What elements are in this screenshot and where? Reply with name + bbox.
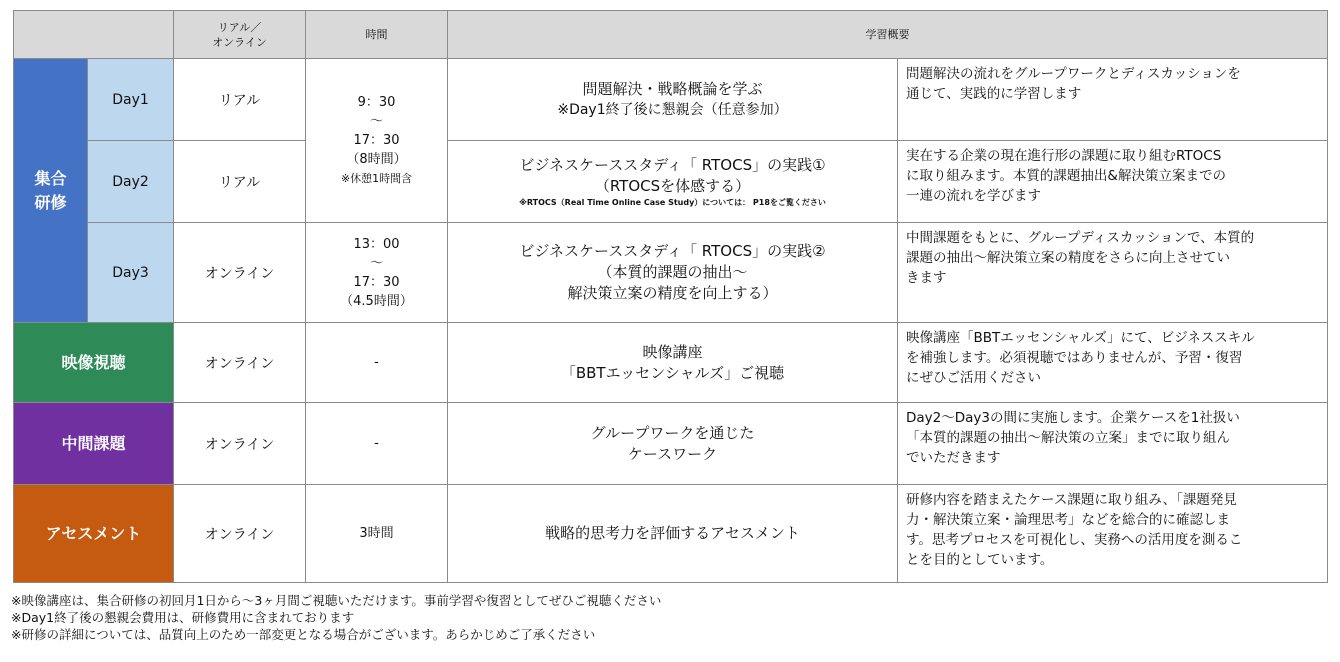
schedule-table — [13, 10, 1328, 583]
footnote: ※Day1終了後の懇親会費用は、研修費用に含まれております — [11, 610, 355, 625]
day-label: Day1 — [88, 59, 174, 141]
topic-cell: ビジネスケーススタディ「 RTOCS」の実践① （RTOCSを体感する） ※RTOCS（Real Time Online Case Study）については： P18をご覧ください — [448, 141, 898, 223]
table-row — [14, 403, 1328, 485]
description-cell: 問題解決の流れをグループワークとディスカッションを 通じて、実践的に学習します — [898, 59, 1328, 141]
mode-cell: オンライン — [174, 485, 306, 583]
time-cell: 3時間 — [306, 485, 448, 583]
footnotes — [11, 592, 1311, 643]
description-cell: 映像講座「BBTエッセンシャルズ」にて、ビジネススキル を補強します。必須視聴ではありませんが、予習・復習 にぜひご活用ください — [898, 323, 1328, 403]
rtocs-note: ※RTOCS（Real Time Online Case Study）については： P18をご覧ください — [519, 197, 826, 207]
header-overview: 学習概要 — [448, 11, 1328, 59]
topic-cell: グループワークを通じた ケースワーク — [448, 403, 898, 485]
mode-cell: リアル — [174, 59, 306, 141]
topic-cell: 映像講座 「BBTエッセンシャルズ」ご視聴 — [448, 323, 898, 403]
topic-cell: ビジネスケーススタディ「 RTOCS」の実践② （本質的課題の抽出～ 解決策立案の精度を向上する） — [448, 223, 898, 323]
description-cell: Day2～Day3の間に実施します。企業ケースを1社扱い 「本質的課題の抽出～解決策の立案」までに取り組ん でいただきます — [898, 403, 1328, 485]
category-assessment: アセスメント — [14, 485, 174, 583]
topic-cell: 問題解決・戦略概論を学ぶ ※Day1終了後に懇親会（任意参加） — [448, 59, 898, 141]
category-interim-task: 中間課題 — [14, 403, 174, 485]
description-cell: 実在する企業の現在進行形の課題に取り組むRTOCS に取り組みます。本質的課題抽出&解決策立案までの 一連の流れを学びます — [898, 141, 1328, 223]
description-cell: 中間課題をもとに、グループディスカッションで、本質的 課題の抽出～解決策立案の精度をさらに向上させてい きます — [898, 223, 1328, 323]
table-row — [14, 59, 1328, 141]
footnote: ※映像講座は、集合研修の初回月1日から～3ヶ月間ご視聴いただけます。事前学習や復習としてぜひご視聴ください — [11, 593, 662, 608]
mode-cell: リアル — [174, 141, 306, 223]
topic-cell: 戦略的思考力を評価するアセスメント — [448, 485, 898, 583]
mode-cell: オンライン — [174, 323, 306, 403]
header-row — [14, 11, 1328, 59]
category-video: 映像視聴 — [14, 323, 174, 403]
table-row — [14, 141, 1328, 223]
day-label: Day2 — [88, 141, 174, 223]
time-cell: - — [306, 403, 448, 485]
header-time: 時間 — [306, 11, 448, 59]
footnote: ※研修の詳細については、品質向上のため一部変更となる場合がございます。あらかじめご了承ください — [11, 627, 596, 642]
header-blank-cell — [14, 11, 174, 59]
day-label: Day3 — [88, 223, 174, 323]
time-cell-day1-day2: 9：30 ～ 17：30 （8時間） ※休憩1時間含 — [306, 59, 448, 223]
table-row — [14, 223, 1328, 323]
description-cell: 研修内容を踏まえたケース課題に取り組み、「課題発見 力・解決策立案・論理思考」などを総合的に確認しま す。思考プロセスを可視化し、実務への活用度を測るこ とを目的としています。 — [898, 485, 1328, 583]
header-mode: リアル／ オンライン — [174, 11, 306, 59]
mode-cell: オンライン — [174, 403, 306, 485]
time-cell-day3: 13：00 ～ 17：30 （4.5時間） — [306, 223, 448, 323]
mode-cell: オンライン — [174, 223, 306, 323]
category-group-training: 集合 研修 — [14, 59, 88, 323]
table-row — [14, 485, 1328, 583]
table-row — [14, 323, 1328, 403]
time-cell: - — [306, 323, 448, 403]
